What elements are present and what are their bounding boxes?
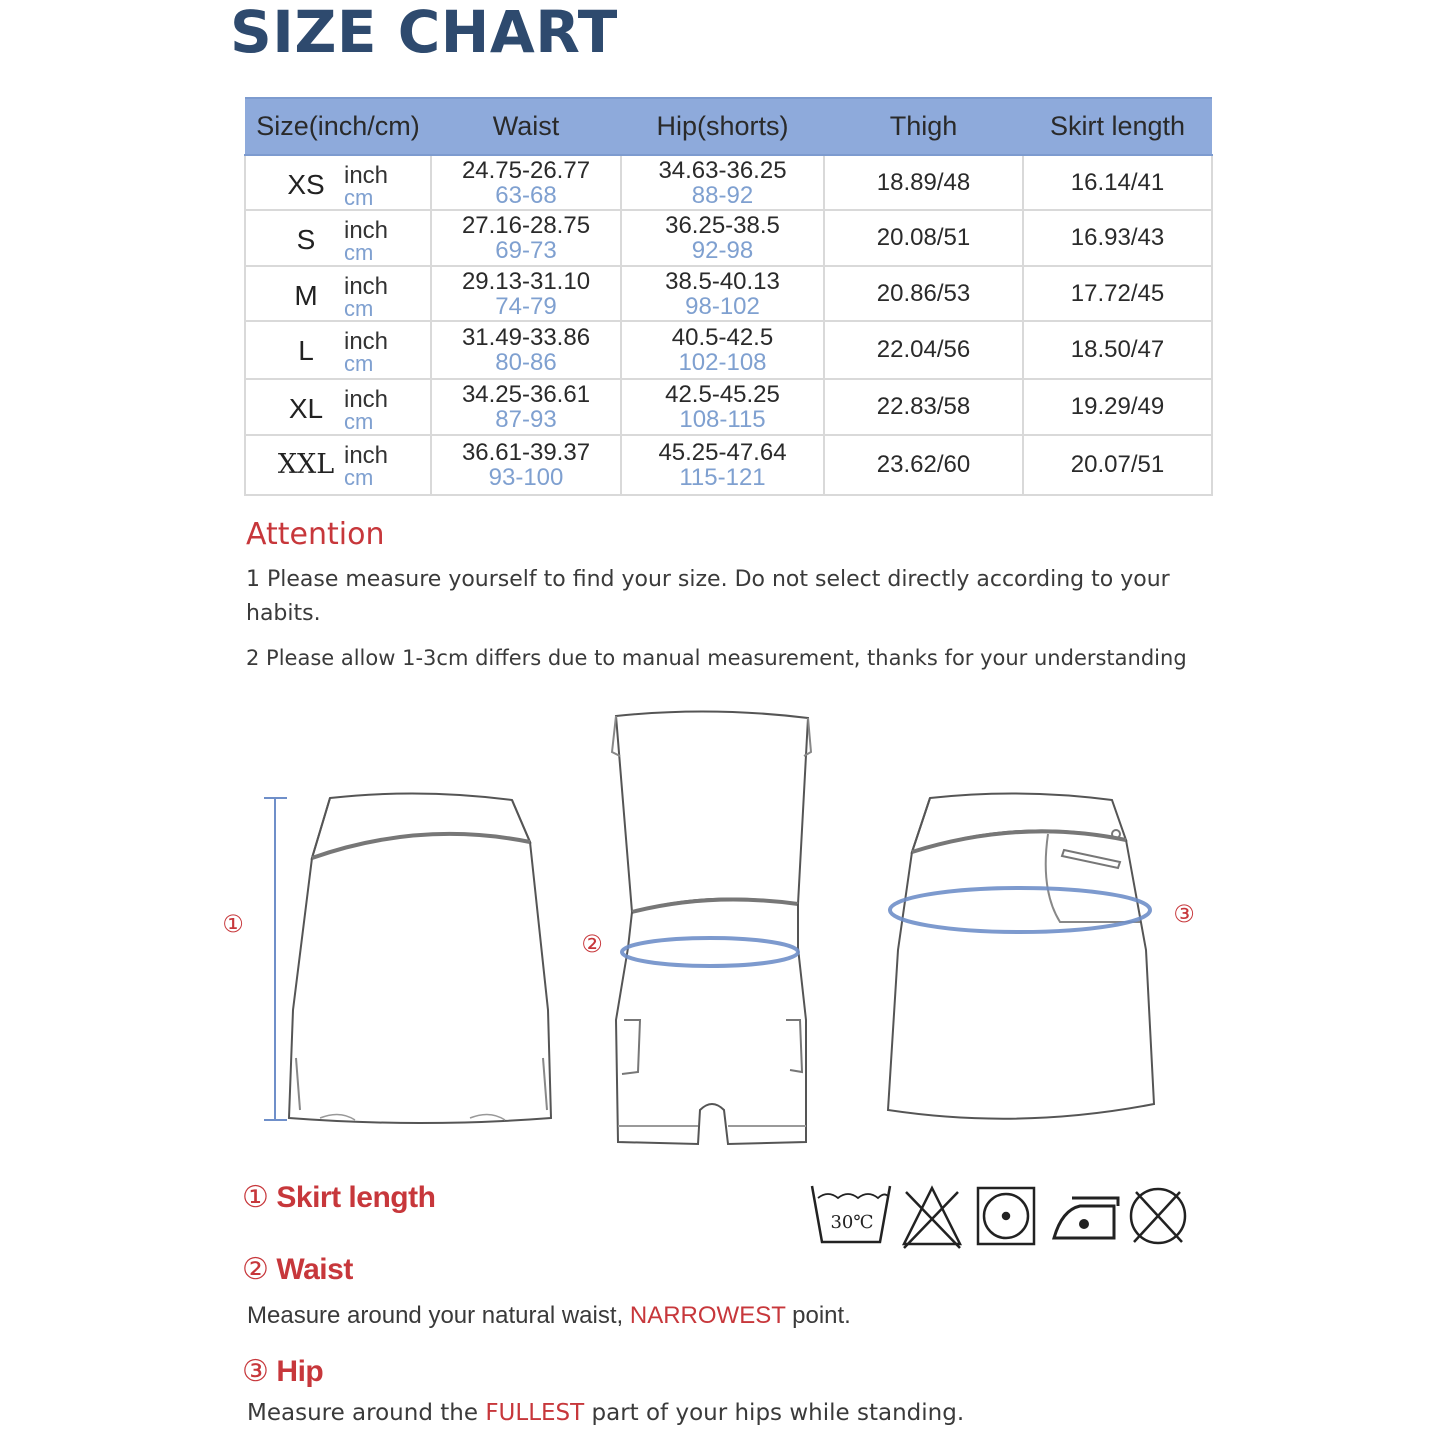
hip-cm-value: 115-121 (679, 464, 766, 491)
unit-cm-label: cm (344, 351, 374, 376)
waist-desc-text: Measure around your natural waist, (247, 1302, 630, 1329)
wash-30-icon (812, 1186, 890, 1242)
skirt-back-drawing (888, 793, 1154, 1118)
marker-2: ② (581, 930, 603, 958)
waist-description (247, 1302, 851, 1330)
waist-inch-value: 36.61-39.37 (461, 439, 591, 466)
size-label: XL (288, 393, 324, 424)
skirt-length-cell: 18.50/47 (1023, 321, 1212, 379)
size-label: M (294, 280, 318, 311)
waist-inch-value: 24.75-26.77 (461, 156, 591, 184)
table-row (245, 379, 1212, 435)
skirt-length-cell: 16.14/41 (1023, 155, 1212, 210)
waist-cell (431, 266, 621, 321)
header-hip: Hip(shorts) (621, 98, 824, 155)
skirt-front-drawing (289, 793, 551, 1123)
unit-inch-label: inch (344, 217, 389, 244)
unit-inch-label: inch (344, 442, 389, 469)
waist-cm-value: 80-86 (495, 349, 557, 376)
legend-hip-label: Hip (276, 1355, 324, 1388)
legend-hip-num: ③ (242, 1355, 269, 1388)
attention-heading: Attention (246, 517, 385, 552)
waist-inch-value: 31.49-33.86 (461, 324, 591, 351)
no-bleach-icon (904, 1188, 960, 1248)
hip-desc-highlight: FULLEST (485, 1400, 585, 1426)
hip-cm-value: 102-108 (678, 349, 767, 376)
iron-low-icon (1054, 1198, 1118, 1238)
care-icons (806, 1180, 1196, 1252)
waist-cm-value: 63-68 (495, 181, 557, 209)
hip-inch-value: 36.25-38.5 (665, 212, 780, 239)
hip-measure (890, 888, 1150, 932)
waist-cm-value: 93-100 (488, 464, 564, 491)
header-size: Size(inch/cm) (245, 98, 431, 155)
waist-inch-value: 27.16-28.75 (461, 212, 591, 239)
hip-cm-value: 108-115 (679, 406, 766, 433)
waist-cell (431, 379, 621, 435)
skirt-length-cell: 17.72/45 (1023, 266, 1212, 321)
skirt-length-measure (264, 798, 287, 1120)
marker-3: ③ (1173, 900, 1195, 928)
header-skirt-length: Skirt length (1023, 98, 1212, 155)
hip-inch-value: 34.63-36.25 (658, 156, 787, 184)
unit-inch-label: inch (344, 386, 389, 413)
unit-cm-label: cm (344, 465, 374, 490)
unit-cm-label: cm (344, 240, 374, 265)
legend-hip (242, 1354, 323, 1389)
hip-description (247, 1400, 964, 1426)
marker-1: ① (222, 910, 244, 938)
size-label: XXL (277, 449, 335, 480)
skirt-length-cell: 19.29/49 (1023, 379, 1212, 435)
thigh-cell: 20.08/51 (824, 210, 1023, 266)
shorts-drawing (612, 711, 811, 1144)
size-cell (245, 379, 431, 435)
waist-cm-value: 87-93 (495, 406, 557, 433)
legend-skirt-num: ① (242, 1181, 269, 1214)
legend-skirt-length (242, 1180, 435, 1215)
size-cell (245, 266, 431, 321)
hip-cell (621, 379, 824, 435)
legend-waist-label: Waist (276, 1253, 353, 1286)
unit-cm-label: cm (344, 296, 374, 321)
no-dry-clean-icon (1131, 1189, 1185, 1243)
size-cell (245, 435, 431, 495)
hip-cell (621, 210, 824, 266)
hip-cell (621, 321, 824, 379)
thigh-cell: 22.83/58 (824, 379, 1023, 435)
size-cell (245, 210, 431, 266)
thigh-cell: 20.86/53 (824, 266, 1023, 321)
tumble-dry-icon (978, 1188, 1034, 1244)
header-waist: Waist (431, 98, 621, 155)
unit-inch-label: inch (344, 328, 389, 355)
hip-inch-value: 40.5-42.5 (671, 324, 774, 351)
size-label: L (298, 335, 314, 366)
attention-note-1: 1 Please measure yourself to find your size. Do not select directly according to your habits. (246, 567, 1170, 626)
garment-diagrams (0, 690, 1430, 1170)
size-cell (245, 321, 431, 379)
size-cell (245, 155, 431, 210)
attention-note-2: 2 Please allow 1-3cm differs due to manual measurement, thanks for your understanding (246, 646, 1187, 670)
table-row (245, 321, 1212, 379)
hip-cm-value: 88-92 (691, 181, 754, 209)
hip-desc-text: Measure around the (247, 1400, 486, 1426)
header-thigh: Thigh (824, 98, 1023, 155)
hip-cell (621, 435, 824, 495)
thigh-cell: 18.89/48 (824, 155, 1023, 210)
waist-cell (431, 155, 621, 210)
unit-cm-label: cm (344, 409, 374, 434)
thigh-cell: 23.62/60 (824, 435, 1023, 495)
waist-inch-value: 34.25-36.61 (461, 381, 591, 408)
hip-cm-value: 98-102 (685, 292, 760, 320)
waist-cm-value: 69-73 (495, 237, 557, 264)
waist-desc-end: point. (785, 1302, 851, 1329)
hip-desc-end: part of your hips while standing. (584, 1400, 965, 1426)
table-row (245, 210, 1212, 266)
table-header-row (245, 98, 1212, 155)
waist-cm-value: 74-79 (495, 292, 557, 320)
waist-cell (431, 210, 621, 266)
legend-waist (242, 1252, 353, 1287)
waist-desc-highlight: NARROWEST (629, 1302, 786, 1329)
hip-cell (621, 155, 824, 210)
skirt-length-cell: 20.07/51 (1023, 435, 1212, 495)
legend-skirt-label: Skirt length (276, 1181, 436, 1214)
table-row (245, 435, 1212, 495)
table-row (245, 266, 1212, 321)
hip-inch-value: 45.25-47.64 (658, 439, 787, 466)
hip-cm-value: 92-98 (691, 237, 754, 264)
waist-cell (431, 435, 621, 495)
hip-inch-value: 38.5-40.13 (665, 267, 780, 295)
waist-measure (622, 938, 798, 966)
unit-cm-label: cm (344, 185, 374, 210)
waist-inch-value: 29.13-31.10 (461, 267, 591, 295)
thigh-cell: 22.04/56 (824, 321, 1023, 379)
size-table (244, 97, 1213, 496)
wash-temp-label: 30℃ (830, 1212, 874, 1233)
hip-cell (621, 266, 824, 321)
size-label: S (296, 224, 316, 255)
unit-inch-label: inch (344, 162, 389, 189)
page-title: SIZE CHART (230, 0, 618, 66)
table-row (245, 155, 1212, 210)
waist-cell (431, 321, 621, 379)
skirt-length-cell: 16.93/43 (1023, 210, 1212, 266)
unit-inch-label: inch (344, 273, 389, 300)
size-label: XS (287, 169, 325, 200)
hip-inch-value: 42.5-45.25 (665, 381, 780, 408)
legend-waist-num: ② (242, 1253, 269, 1286)
